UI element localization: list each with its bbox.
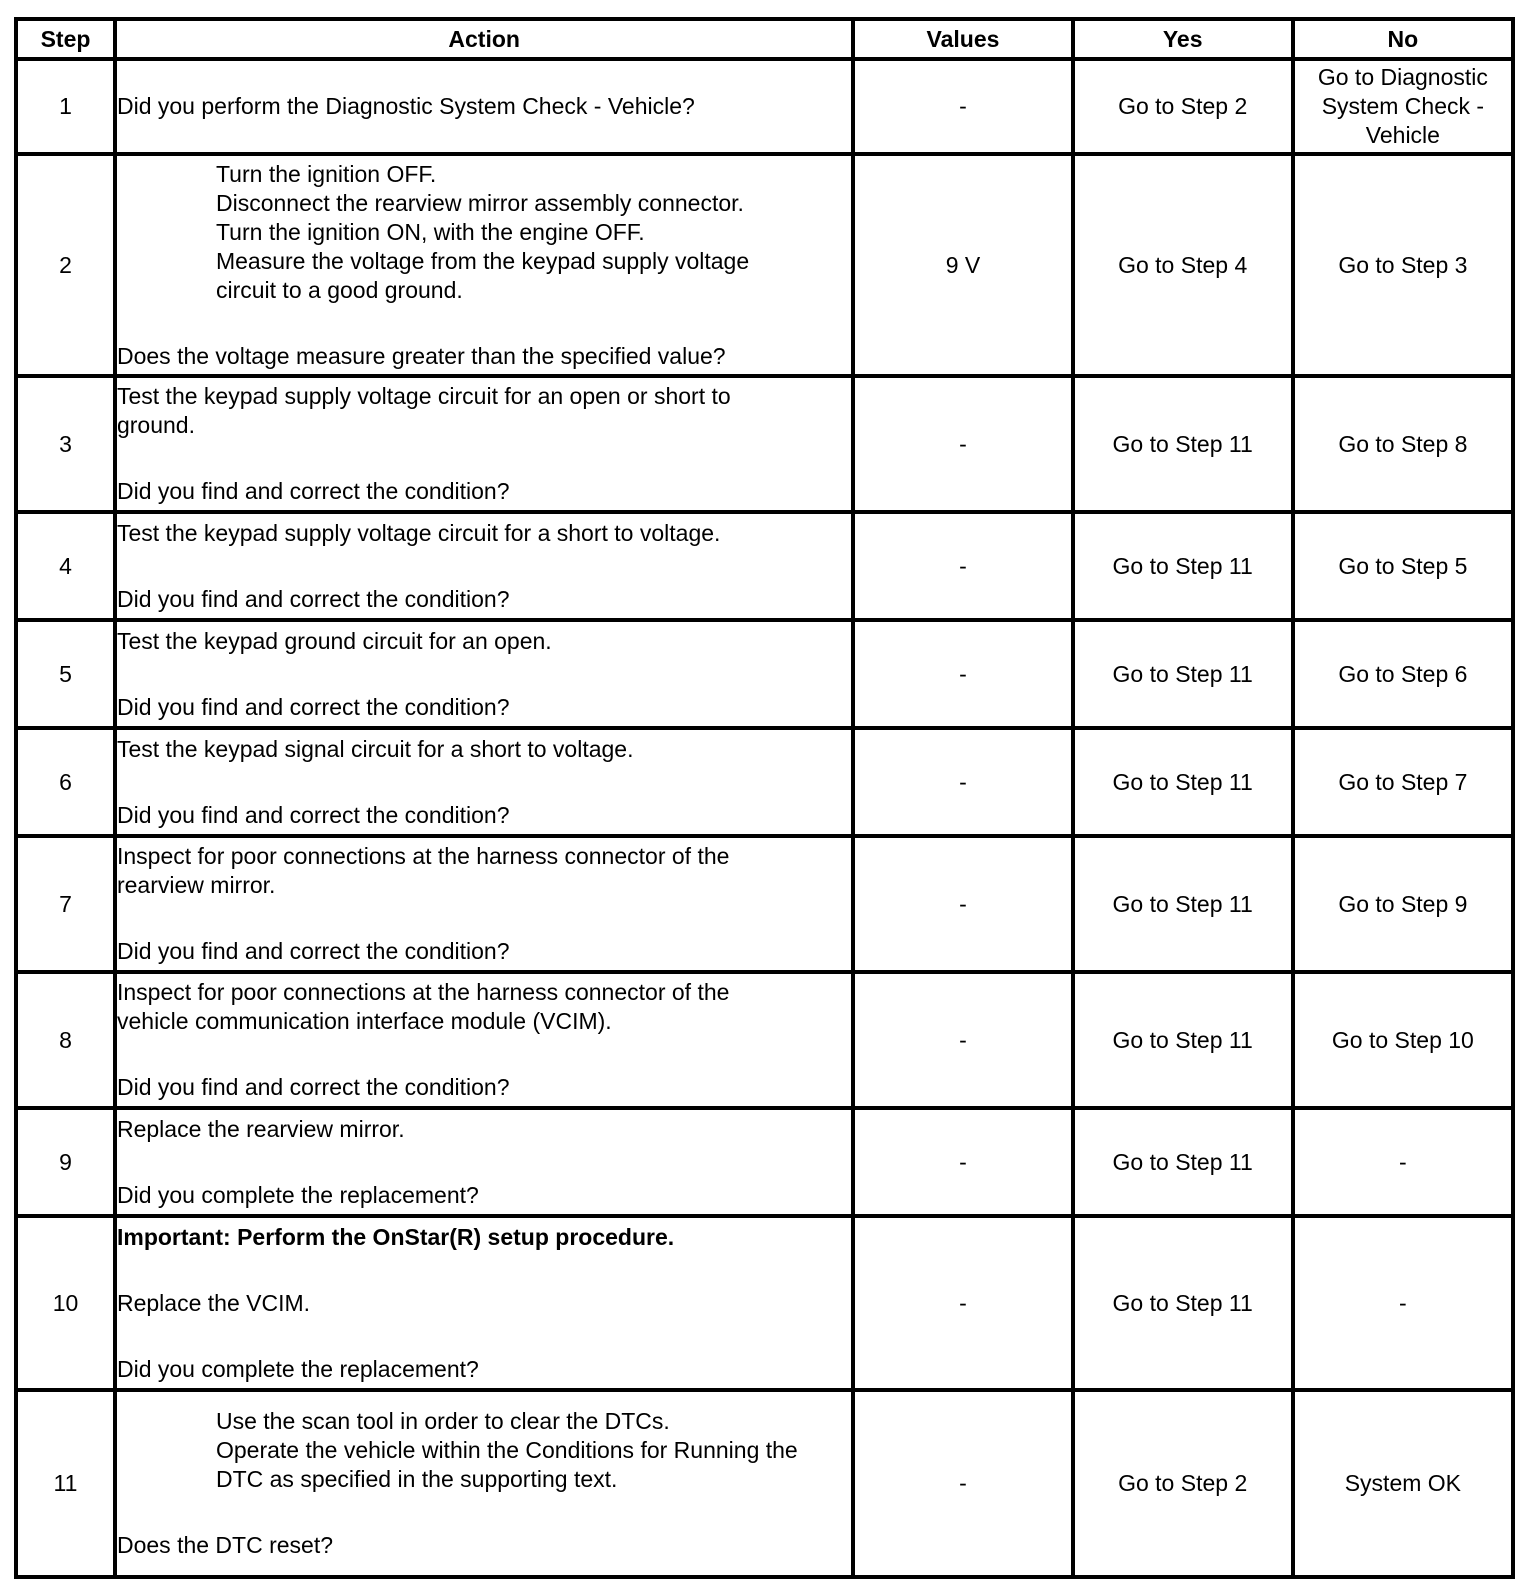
action-text: Test the keypad supply voltage circuit for a short to voltage. — [116, 519, 721, 546]
action-item: Use the scan tool in order to clear the DTCs. — [215, 1408, 670, 1434]
value-cell: 9 V — [853, 154, 1072, 376]
no-cell: Go to Step 5 — [1293, 512, 1513, 620]
action-question: Did you find and correct the condition? — [116, 938, 510, 964]
header-values: Values — [853, 19, 1072, 59]
action-cell — [115, 376, 853, 512]
action-item: Turn the ignition ON, with the engine OFF. — [215, 218, 645, 245]
action-text: Inspect for poor connections at the harness connector of the vehicle communication interface module (VCIM). — [116, 979, 730, 1034]
action-question: Did you complete the replacement? — [116, 1181, 479, 1208]
action-text: Test the keypad ground circuit for an open. — [116, 627, 552, 654]
step-row-7 — [16, 836, 1513, 972]
action-question: Did you find and correct the condition? — [116, 693, 510, 720]
action-cell — [115, 1216, 853, 1390]
action-cell — [115, 154, 853, 376]
step-number: 1 — [16, 59, 115, 154]
action-cell — [115, 1390, 853, 1577]
action-text: Test the keypad signal circuit for a short to voltage. — [116, 735, 634, 762]
value-cell: - — [853, 728, 1072, 836]
no-cell: Go to Step 8 — [1293, 376, 1513, 512]
no-cell: System OK — [1293, 1390, 1513, 1577]
action-text: Replace the rearview mirror. — [116, 1115, 405, 1142]
value-cell: - — [853, 1390, 1072, 1577]
action-text: Replace the VCIM. — [116, 1289, 311, 1316]
value-cell: - — [853, 1216, 1072, 1390]
step-number: 8 — [16, 972, 115, 1108]
header-action: Action — [115, 19, 853, 59]
step-number: 5 — [16, 620, 115, 728]
no-cell: Go to Step 9 — [1293, 836, 1513, 972]
action-cell — [115, 972, 853, 1108]
no-cell: - — [1293, 1216, 1513, 1390]
action-cell — [115, 1108, 853, 1216]
action-question: Did you find and correct the condition? — [116, 478, 510, 504]
action-item: Turn the ignition OFF. — [215, 160, 437, 187]
yes-cell: Go to Step 11 — [1073, 620, 1293, 728]
yes-cell: Go to Step 11 — [1073, 376, 1293, 512]
action-cell — [115, 512, 853, 620]
action-question: Does the voltage measure greater than the specified value? — [116, 342, 726, 369]
action-text: Test the keypad supply voltage circuit for an open or short to ground. — [116, 383, 731, 438]
step-row-2 — [16, 154, 1513, 376]
value-cell: - — [853, 59, 1072, 154]
no-cell: - — [1293, 1108, 1513, 1216]
yes-cell: Go to Step 4 — [1073, 154, 1293, 376]
value-cell: - — [853, 972, 1072, 1108]
step-number: 4 — [16, 512, 115, 620]
step-row-9 — [16, 1108, 1513, 1216]
value-cell: - — [853, 620, 1072, 728]
action-question: Did you perform the Diagnostic System Check - Vehicle? — [116, 93, 695, 119]
important-note: Important: Perform the OnStar(R) setup procedure. — [116, 1223, 675, 1250]
action-text: Inspect for poor connections at the harness connector of the rearview mirror. — [116, 843, 730, 898]
yes-cell: Go to Step 11 — [1073, 512, 1293, 620]
value-cell: - — [853, 1108, 1072, 1216]
action-item: Measure the voltage from the keypad supply voltage circuit to a good ground. — [215, 247, 750, 303]
no-cell: Go to Step 6 — [1293, 620, 1513, 728]
no-cell: Go to Diagnostic System Check - Vehicle — [1293, 59, 1513, 154]
yes-cell: Go to Step 2 — [1073, 59, 1293, 154]
action-item: Operate the vehicle within the Conditions for Running the DTC as specified in the supporting text. — [215, 1437, 798, 1492]
action-cell — [115, 620, 853, 728]
action-question: Does the DTC reset? — [116, 1532, 334, 1558]
no-cell: Go to Step 3 — [1293, 154, 1513, 376]
step-row-11 — [16, 1390, 1513, 1577]
step-number: 3 — [16, 376, 115, 512]
step-row-8 — [16, 972, 1513, 1108]
yes-cell: Go to Step 11 — [1073, 1108, 1293, 1216]
step-row-4 — [16, 512, 1513, 620]
step-row-5 — [16, 620, 1513, 728]
value-cell: - — [853, 376, 1072, 512]
action-cell — [115, 59, 853, 154]
step-number: 6 — [16, 728, 115, 836]
step-row-3 — [16, 376, 1513, 512]
yes-cell: Go to Step 11 — [1073, 836, 1293, 972]
step-row-1 — [16, 59, 1513, 154]
yes-cell: Go to Step 11 — [1073, 1216, 1293, 1390]
no-cell: Go to Step 7 — [1293, 728, 1513, 836]
no-cell: Go to Step 10 — [1293, 972, 1513, 1108]
diagnostic-table — [14, 17, 1515, 1579]
action-question: Did you find and correct the condition? — [116, 1074, 510, 1100]
yes-cell: Go to Step 11 — [1073, 728, 1293, 836]
header-no: No — [1293, 19, 1513, 59]
action-cell — [115, 728, 853, 836]
value-cell: - — [853, 512, 1072, 620]
yes-cell: Go to Step 2 — [1073, 1390, 1293, 1577]
header-row — [16, 19, 1513, 59]
step-number: 2 — [16, 154, 115, 376]
header-yes: Yes — [1073, 19, 1293, 59]
action-cell — [115, 836, 853, 972]
step-number: 10 — [16, 1216, 115, 1390]
action-question: Did you complete the replacement? — [116, 1355, 479, 1382]
action-question: Did you find and correct the condition? — [116, 801, 510, 828]
step-number: 11 — [16, 1390, 115, 1577]
action-item: Disconnect the rearview mirror assembly connector. — [215, 189, 744, 216]
step-number: 7 — [16, 836, 115, 972]
step-row-10 — [16, 1216, 1513, 1390]
step-number: 9 — [16, 1108, 115, 1216]
yes-cell: Go to Step 11 — [1073, 972, 1293, 1108]
value-cell: - — [853, 836, 1072, 972]
header-step: Step — [16, 19, 115, 59]
step-row-6 — [16, 728, 1513, 836]
action-question: Did you find and correct the condition? — [116, 585, 510, 612]
